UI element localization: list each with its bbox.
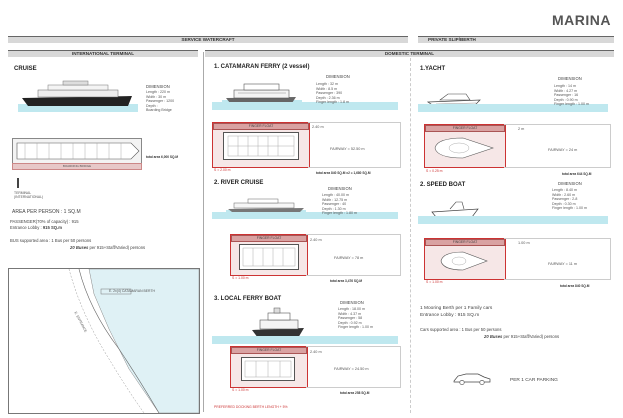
local-ferry-plan [230, 346, 308, 388]
yacht-clearance: 2 m [518, 127, 525, 131]
cruise-heading: CRUISE [14, 66, 37, 72]
column-divider [203, 52, 204, 412]
local-ferry-clearance: 2.40 m [310, 350, 322, 354]
catamaran-water [212, 102, 398, 110]
yacht-fairway: FAIRWAY = 24 m [548, 148, 578, 152]
car-parking-label: PER 1 CAR PARKING [510, 378, 558, 383]
yacht-total-area: total area 644 SQ.M [562, 172, 592, 176]
catamaran-finger-float [213, 123, 309, 130]
cruise-plan [12, 138, 142, 164]
yacht-spacing: S = 0.25 m [426, 169, 443, 173]
local-ferry-finger-float [231, 347, 307, 354]
speed-boat-plan-view [439, 249, 489, 273]
catamaran-fairway: FAIRWAY = 52.50 m [330, 147, 365, 151]
river-cruise-finger-float [231, 235, 307, 242]
yacht-heading: 1.YACHT [420, 66, 446, 72]
catamaran-float-label: FINGER FLOAT [248, 124, 274, 128]
yacht-float-label: FINGER FLOAT [452, 126, 478, 130]
speed-boat-clearance: 1.00 m [518, 241, 530, 245]
international-terminal-label: INTERNATIONAL TERMINAL [71, 51, 135, 56]
service-watercraft-label: SERVICE WATERCRAFT [181, 37, 235, 42]
private-entrance-lobby: Entrance Lobby : 915 SQ.m [420, 313, 480, 318]
bus-count-bold: 20 Buses [70, 245, 89, 250]
yacht-finger-float [425, 125, 505, 132]
catamaran-spacing: S = 2.00 m [214, 168, 231, 172]
cruise-dimensions: Length : 220 m Width : 30 m Passenger : 1200 Depth : Boarding Bridge [146, 90, 175, 113]
catamaran-vessel-plan [223, 132, 299, 160]
boarding-bridge [12, 163, 142, 170]
catamaran-heading: 1. CATAMARAN FERRY (2 vessel) [214, 64, 310, 70]
yacht-plan-view [433, 135, 495, 161]
river-cruise-water [212, 212, 398, 219]
mooring-note: 1 Mooring Berth per 1 Family cars [420, 306, 493, 311]
terminal-label: TERMINAL (INTERNATIONAL) [14, 191, 44, 199]
yacht-dimensions: Length : 14 m Width : 4.27 m Passenger : 16 Depth : 0.90 m Finger length : 1.00 m [554, 84, 589, 107]
bus-count [70, 245, 145, 250]
terminal-marker [17, 178, 19, 188]
passenger-capacity: PASSENGER(70% of capacity) : 915 [10, 219, 79, 224]
docking-note: PREFERRED DOCKING BERTH LENGTH + 5% [214, 405, 288, 409]
river-cruise-dim-title: DIMENSION [328, 186, 352, 191]
cruise-total-area: total area 6,000 SQ.M [146, 155, 179, 159]
local-ferry-dimensions: Length : 18.00 m Width : 4.37 m Passenger : 58 Depth : 0.92 m Finger length : 1.00 m [338, 307, 373, 330]
local-ferry-float-label: FINGER FLOAT [256, 348, 282, 352]
boarding-bridge-label: BOARDING BRIDGE [62, 164, 92, 168]
speed-boat-float-label: FINGER FLOAT [452, 240, 478, 244]
river-cruise-float-label: FINGER FLOAT [256, 236, 282, 240]
cars-supported-area: Cars supported area : 1 Bus per 50 persons [420, 327, 502, 332]
catamaran-dim-title: DIMENSION [326, 74, 350, 79]
river-cruise-total-area: total area 3,476 SQ.M [330, 279, 363, 283]
yacht-plan [424, 124, 506, 168]
local-ferry-spacing: S = 1.00 m [232, 388, 249, 392]
entrance-road-label: E. ENTRANCE [73, 311, 88, 334]
domestic-terminal-label: DOMESTIC TERMINAL [384, 51, 435, 56]
column-divider [410, 58, 411, 413]
bus-count-rest: per 915+Staff/Varied) persons [88, 245, 146, 250]
cruise-dim-title: DIMENSION [146, 84, 170, 89]
river-cruise-heading: 2. RIVER CRUISE [214, 180, 264, 186]
page-title: MARINA [552, 12, 611, 28]
local-ferry-water [212, 336, 398, 344]
area-per-person: AREA PER PERSON : 1 SQ.M [12, 209, 81, 215]
catamaran-berth-label: E. 2x(4) CATAMARAN BERTH [109, 289, 155, 293]
catamaran-clearance: 2.40 m [312, 125, 324, 129]
entrance-lobby-value: 915 SQ.m [42, 225, 62, 230]
speed-boat-spacing: S = 1.00 m [426, 280, 443, 284]
catamaran-dimensions: Length : 32 m Width : 8.5 m Passenger : 390 Depth : 2.36 m Finger length : 1.8 m [316, 82, 349, 105]
river-cruise-spacing: S = 1.00 m [232, 276, 249, 280]
local-ferry-heading: 3. LOCAL FERRY BOAT [214, 296, 282, 302]
private-slip-label: PRIVATE SLIP/BERTH [428, 37, 476, 42]
site-map [8, 268, 200, 414]
entrance-lobby-label: Entrance Lobby : [10, 225, 43, 230]
speed-boat-water [418, 216, 608, 224]
domestic-terminal-bar [205, 50, 614, 57]
speed-boat-fairway: FAIRWAY = 11 m [548, 262, 578, 266]
catamaran-total-area: total area 840 SQ.M x2 = 1,680 SQ.M [316, 171, 371, 175]
cars-count [484, 334, 559, 339]
local-ferry-vessel-plan [241, 357, 295, 381]
yacht-dim-title: DIMENSION [558, 76, 582, 81]
service-watercraft-bar [8, 36, 408, 43]
local-ferry-total-area: total area 258 SQ.M [340, 391, 370, 395]
speed-boat-finger-float [425, 239, 505, 246]
river-cruise-clearance: 2.40 m [310, 238, 322, 242]
cruise-ship [18, 78, 138, 112]
speed-boat-heading: 2. SPEED BOAT [420, 182, 466, 188]
speed-boat-total-area: total area 840 SQ.M [560, 284, 590, 288]
speed-boat-dimensions: Length : 8.40 m Width : 2.60 m Passenger : 2-8 Depth : 0.30 m Finger length : 1.00 m [552, 188, 587, 211]
local-ferry-dim-title: DIMENSION [340, 300, 364, 305]
car-icon [452, 370, 492, 386]
river-cruise-dimensions: Length : 40.00 m Width : 12.75 m Passenger : 40 Depth : 1.30 m Finger length : 1.80 m [322, 193, 357, 216]
cars-count-rest: per 915+Staff/Varied) persons [502, 334, 560, 339]
entrance-lobby [10, 225, 62, 230]
speed-boat-dim-title: DIMENSION [558, 181, 582, 186]
international-terminal-bar [8, 50, 198, 57]
bus-supported-area: BUS supported area : 1 Bus per 50 persons [10, 238, 92, 243]
speed-boat-plan [424, 238, 506, 280]
river-cruise-plan [230, 234, 308, 276]
river-cruise-fairway: FAIRWAY = 78 m [334, 256, 364, 260]
cars-count-bold: 20 Buses [484, 334, 503, 339]
private-slip-bar [418, 36, 614, 43]
catamaran-plan [212, 122, 310, 168]
river-cruise-vessel-plan [239, 244, 299, 270]
local-ferry-fairway: FAIRWAY = 24.50 m [334, 367, 369, 371]
